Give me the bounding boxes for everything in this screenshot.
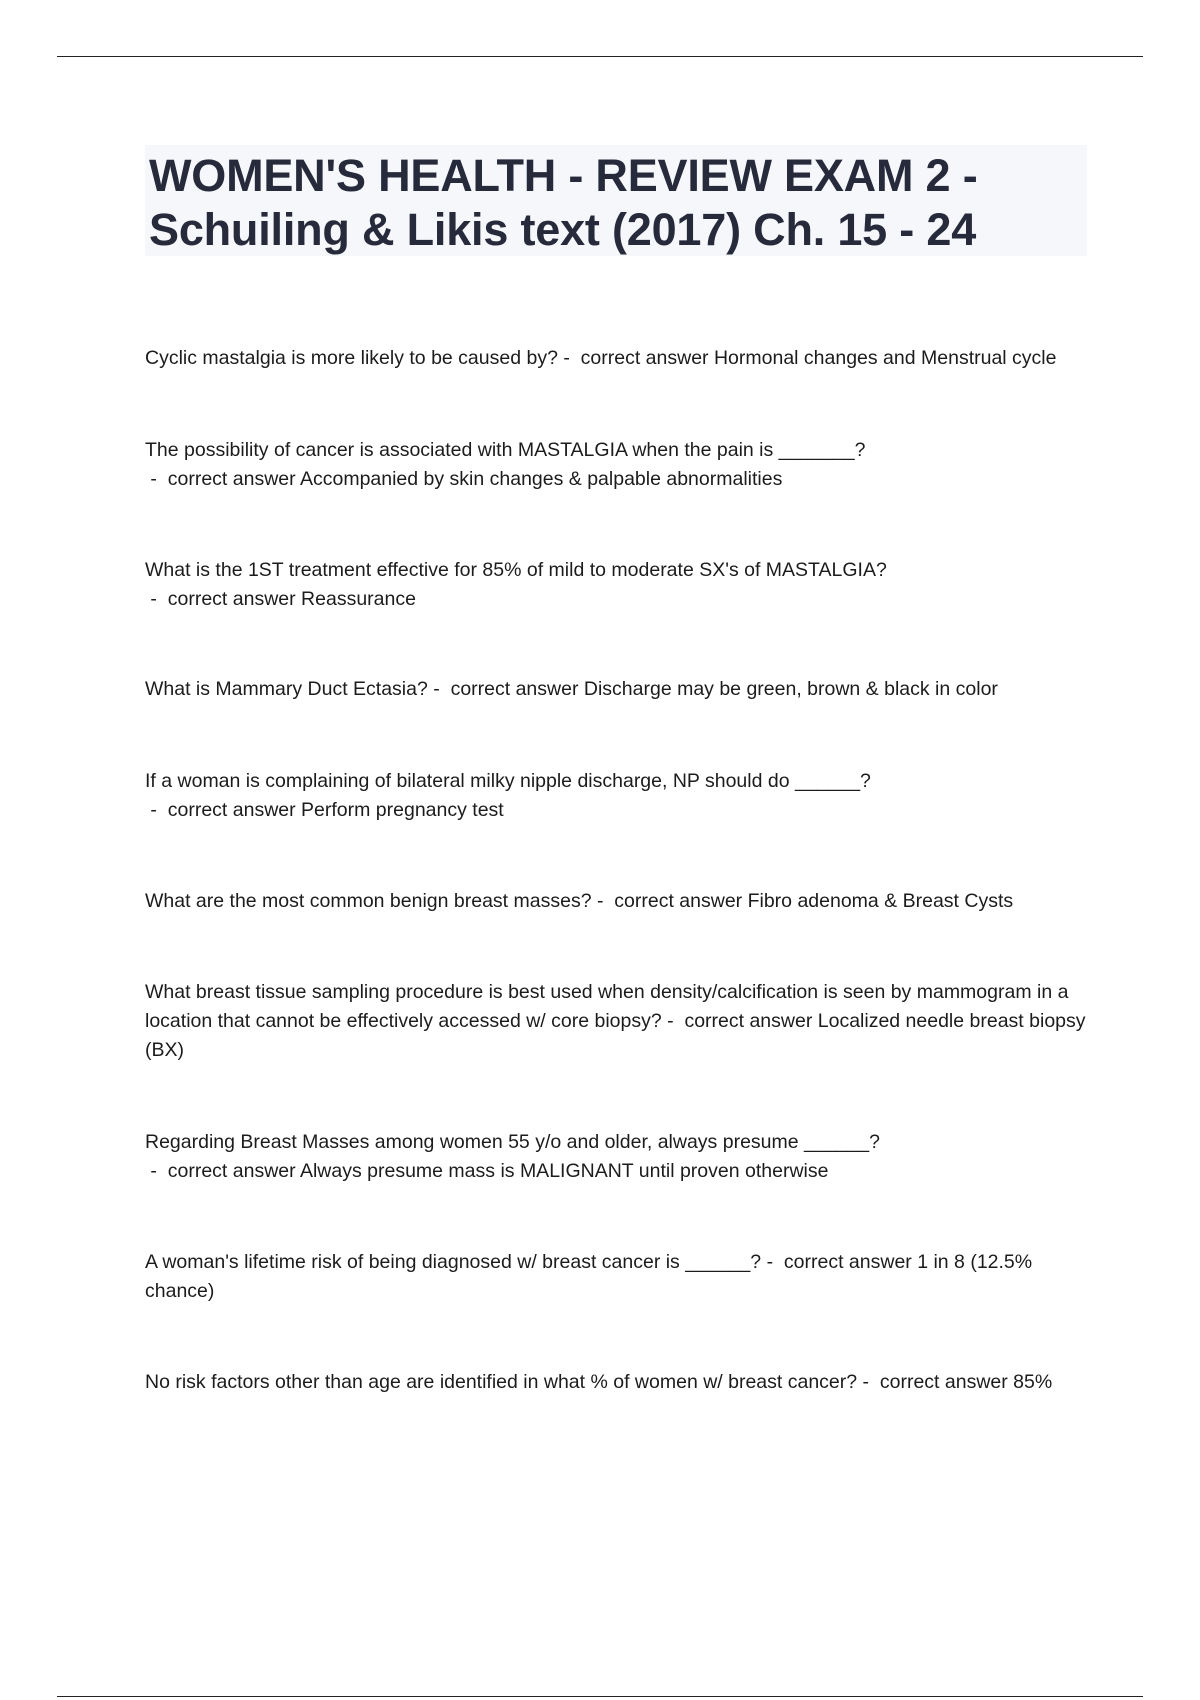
answer-separator: - correct answer [145, 799, 302, 821]
qa-item-6 [145, 887, 1095, 916]
answer: 1 in 8 (12.5% chance) [145, 1251, 1033, 1302]
question: No risk factors other than age are identified in what % of women w/ breast cancer? [145, 1371, 858, 1393]
answer-separator: - correct answer [557, 347, 714, 369]
answer: Accompanied by skin changes & palpable abnormalities [299, 468, 783, 490]
qa-item-2 [145, 436, 1095, 494]
question: What is Mammary Duct Ectasia? [145, 678, 428, 700]
answer-separator: - correct answer [761, 1251, 918, 1273]
question: What are the most common benign breast masses? [145, 890, 592, 912]
answer-separator: - correct answer [145, 588, 302, 610]
answer: Localized needle breast biopsy (BX) [145, 1010, 1086, 1061]
document-title: WOMEN'S HEALTH - REVIEW EXAM 2 - Schuiling & Likis text (2017) Ch. 15 - 24 [149, 150, 978, 255]
answer: Always presume mass is MALIGNANT until proven otherwise [299, 1160, 829, 1182]
qa-item-9 [145, 1248, 1095, 1306]
answer: 85% [1013, 1371, 1053, 1393]
answer: Fibro adenoma & Breast Cysts [747, 890, 1014, 912]
qa-item-8 [145, 1128, 1095, 1186]
question: The possibility of cancer is associated with MASTALGIA when the pain is _______? [145, 439, 866, 461]
top-rule [57, 56, 1143, 57]
question: What breast tissue sampling procedure is best used when density/calcification is seen by mammogram in a location that cannot be effectively accessed w/ core biopsy? [145, 981, 1069, 1032]
question: A woman's lifetime risk of being diagnosed w/ breast cancer is ______? [145, 1251, 762, 1273]
question: Cyclic mastalgia is more likely to be caused by? [145, 347, 558, 369]
answer: Perform pregnancy test [301, 799, 504, 821]
answer: Hormonal changes and Menstrual cycle [713, 347, 1057, 369]
qa-item-5 [145, 767, 1095, 825]
question: If a woman is complaining of bilateral milky nipple discharge, NP should do ______? [145, 770, 871, 792]
answer-separator: - correct answer [427, 678, 584, 700]
answer-separator: - correct answer [145, 1160, 300, 1182]
answer-separator: - correct answer [857, 1371, 1014, 1393]
answer-separator: - correct answer [661, 1010, 818, 1032]
title-highlight [145, 145, 1087, 256]
qa-item-1 [145, 344, 1095, 373]
qa-item-10 [145, 1368, 1095, 1397]
answer: Reassurance [301, 588, 416, 610]
qa-item-7 [145, 978, 1095, 1065]
qa-item-3 [145, 556, 1095, 614]
answer-separator: - correct answer [145, 468, 300, 490]
bottom-rule [57, 1696, 1143, 1697]
answer-separator: - correct answer [591, 890, 748, 912]
answer: Discharge may be green, brown & black in color [583, 678, 998, 700]
question: What is the 1ST treatment effective for 85% of mild to moderate SX's of MASTALGIA? [145, 559, 887, 581]
qa-item-4 [145, 675, 1095, 704]
question: Regarding Breast Masses among women 55 y/o and older, always presume ______? [145, 1131, 880, 1153]
